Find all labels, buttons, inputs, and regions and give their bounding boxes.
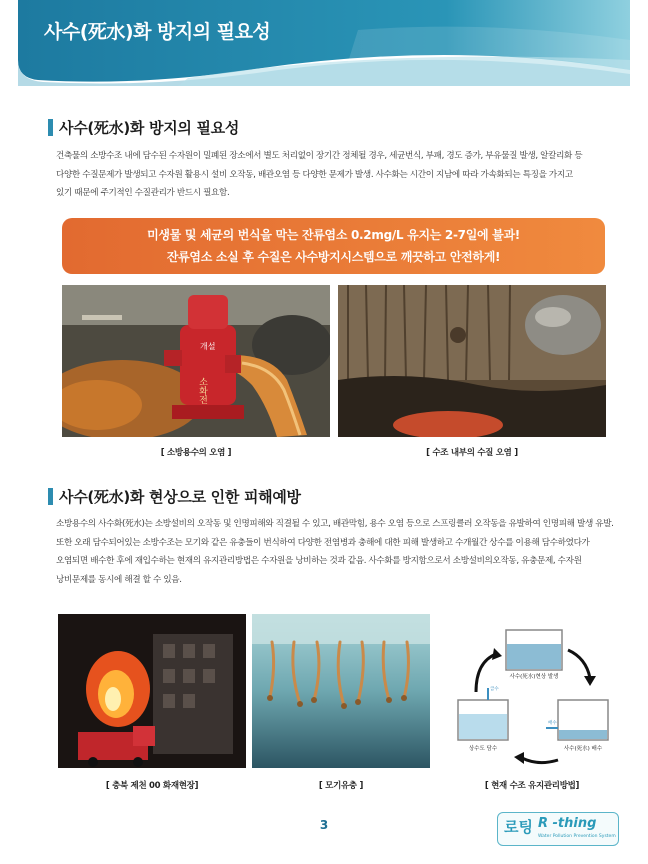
paragraph-line: 또한 오래 담수되어있는 소방수조는 모기와 같은 유충들이 번식하여 다양한 전염병과 충해에 대한 피해 발생하고 수개월간 상수를 이용해 담수하였다가 [56, 537, 590, 548]
section-marker [48, 488, 53, 505]
caption-maintenance-method: [ 현재 수조 유지관리방법] [484, 781, 580, 791]
header-banner [18, 0, 630, 86]
paragraph-line: 있기 때문에 주기적인 수질관리가 반드시 필요함. [56, 188, 230, 198]
tank-maintenance-cycle-diagram [448, 620, 616, 770]
cycle-top-label: 사수(死水)현상 발생 [509, 674, 559, 680]
cycle-left-label: 상수도 담수 [468, 746, 498, 752]
company-logo [497, 812, 619, 846]
logo-english-text: R -thing [538, 816, 597, 831]
logo-subtitle-text: Water Pollution Prevention System [538, 834, 616, 839]
section1-paragraph [56, 147, 582, 203]
section-marker [48, 119, 53, 136]
section-title-text: 사수(死水)화 방지의 필요성 [59, 119, 240, 137]
section2-paragraph [56, 515, 614, 589]
section-title-text: 사수(死水)화 현상으로 인한 피해예방 [59, 488, 301, 506]
cycle-right-label: 사수(死水) 배수 [563, 746, 603, 752]
fire-hydrant-photo [62, 285, 330, 437]
caption-tank: [ 수조 내부의 수질 오염 ] [426, 448, 518, 458]
paragraph-line: 낭비문제를 동시에 해결 할 수 있음. [56, 574, 182, 585]
callout-line-1: 미생물 및 세균의 번식을 막는 잔류염소 0.2mg/L 유지는 2-7일에 불과! [147, 228, 520, 242]
section-title-damage-prevention [48, 486, 301, 507]
cycle-inflow-label: 급수 [490, 687, 499, 692]
paragraph-line: 건축물의 소방수조 내에 담수된 수자원이 밀폐된 장소에서 별도 처리없이 장기간 정체될 경우, 세균번식, 부패, 경도 증가, 부유물질 발생, 알칼리화 등 [56, 151, 583, 161]
hydrant-label-text: 소화전 [197, 377, 207, 404]
paragraph-line: 오염되면 배수한 후에 재입수하는 현재의 유지관리방법은 수자원을 낭비하는 것과 같음. 사수화를 방지함으로서 소방설비의오작동, 유충문제, 수자원 [56, 556, 582, 566]
section-title-necessity [48, 117, 239, 138]
paragraph-line: 다양한 수질문제가 발생되고 수자원 활용시 설비 오작동, 배관오염 등 다양한 문제가 발생. 사수화는 시간이 지남에 따라 가속화되는 특징을 가지고 [56, 169, 573, 180]
cycle-outflow-label: 배수 [548, 721, 557, 726]
caption-hydrant: [ 소방용수의 오염 ] [160, 448, 232, 458]
caption-mosquito-larvae: [ 모기유충 ] [318, 781, 364, 791]
callout-line-2: 잔류염소 소실 후 수질은 사수방지시스템으로 깨끗하고 안전하게! [166, 250, 501, 264]
caption-fire-scene: [ 충북 제천 00 화재현장] [105, 781, 199, 791]
mosquito-larvae-photo [252, 614, 430, 768]
highlight-callout [62, 218, 605, 274]
fire-scene-photo [58, 614, 246, 768]
paragraph-line: 소방용수의 사수화(死水)는 소방설비의 오작동 및 인명피해와 직결될 수 있고, 배관막힘, 용수 오염 등으로 스프링클러 오작동을 유발하여 인명피해 발생 유발. [56, 519, 614, 529]
hydrant-sign-text: 개설 [200, 342, 216, 351]
header-title: 사수(死水)화 방지의 필요성 [44, 21, 271, 43]
logo-korean-text: 로팅 [504, 818, 533, 836]
tank-interior-photo [338, 285, 606, 437]
page-number: 3 [319, 818, 329, 832]
